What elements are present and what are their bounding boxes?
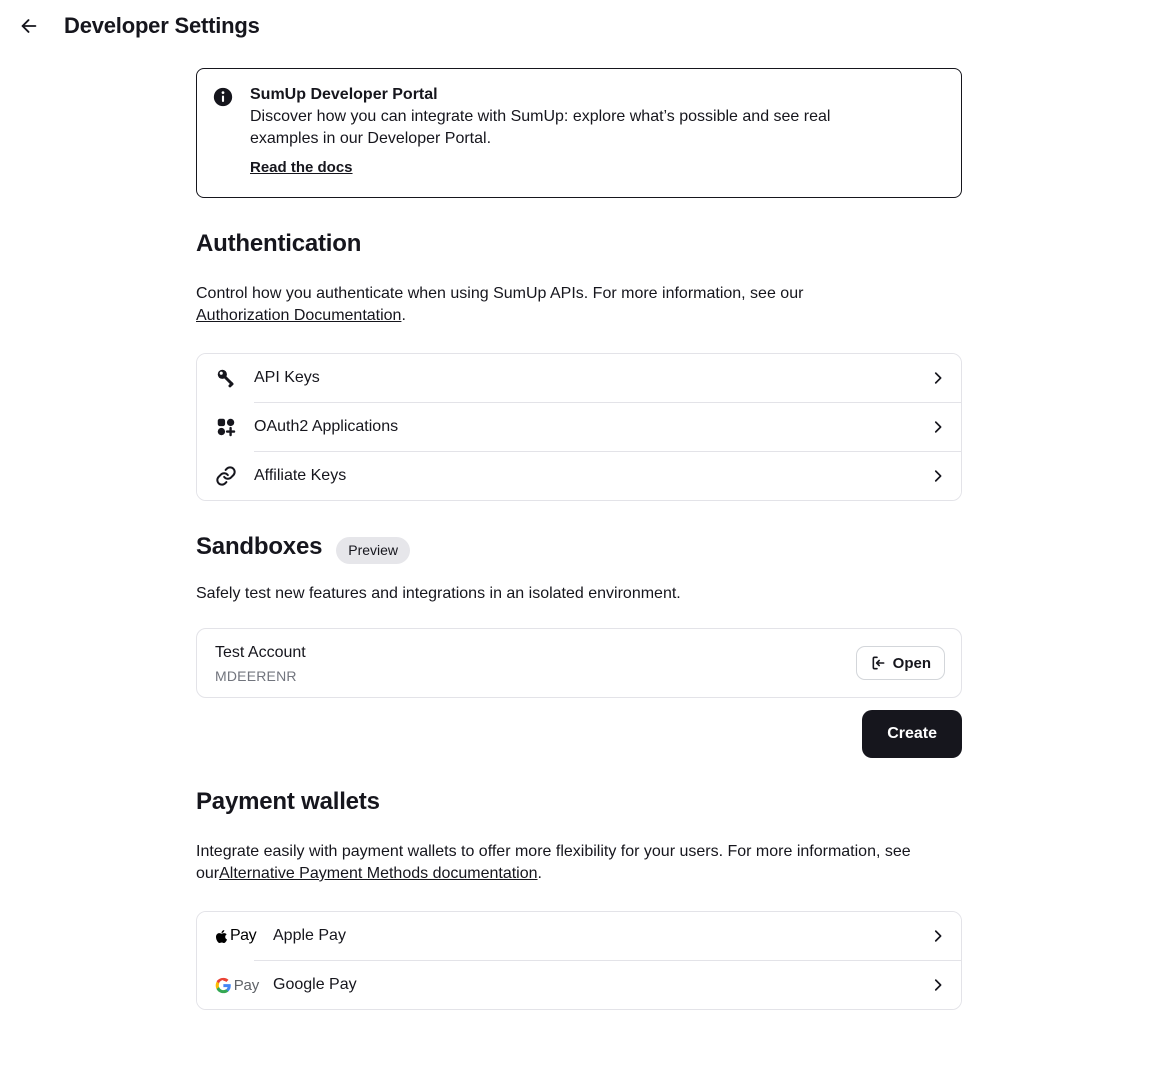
- list-item-apple-pay[interactable]: [197, 912, 961, 960]
- google-pay-logo: [215, 977, 259, 994]
- sandboxes-heading: Sandboxes: [196, 533, 323, 560]
- chevron-right-icon: [929, 418, 947, 436]
- alternative-payment-methods-link[interactable]: Alternative Payment Methods documentation: [219, 865, 538, 882]
- list-item-label: Google Pay: [273, 976, 357, 993]
- authentication-list: [196, 353, 962, 501]
- create-sandbox-button[interactable]: Create: [862, 710, 962, 758]
- payment-wallets-list: [196, 911, 962, 1010]
- apple-pay-logo: [215, 927, 259, 945]
- chevron-right-icon: [929, 369, 947, 387]
- authentication-description: [196, 283, 841, 327]
- authentication-description-text: Control how you authenticate when using SumUp APIs. For more information, see our: [196, 285, 804, 302]
- back-button[interactable]: [18, 15, 40, 37]
- open-sandbox-button[interactable]: [856, 646, 945, 680]
- google-g-icon: [215, 977, 232, 994]
- apple-pay-logo-text: Pay: [230, 927, 257, 944]
- info-box-body: Discover how you can integrate with SumUp: explore what’s possible and see real examples in our Developer Portal.: [250, 108, 831, 147]
- authorization-documentation-link[interactable]: Authorization Documentation: [196, 307, 402, 324]
- list-item-oauth2-applications[interactable]: [197, 403, 961, 451]
- open-button-label: Open: [892, 654, 931, 672]
- key-icon: [215, 367, 237, 389]
- chevron-right-icon: [929, 927, 947, 945]
- apple-icon: [215, 929, 228, 944]
- chevron-right-icon: [929, 976, 947, 994]
- list-item-label: OAuth2 Applications: [254, 418, 399, 435]
- apps-add-icon: [215, 416, 237, 438]
- payment-wallets-heading: Payment wallets: [196, 788, 380, 815]
- create-button-row: [196, 710, 962, 758]
- sandboxes-description: Safely test new features and integrations in an isolated environment.: [196, 585, 681, 602]
- info-box-title: SumUp Developer Portal: [250, 86, 438, 103]
- arrow-left-icon: [18, 15, 40, 37]
- page-title: Developer Settings: [64, 13, 260, 38]
- info-box-content: [250, 84, 850, 177]
- preview-badge: Preview: [336, 537, 410, 564]
- payment-wallets-description-text: Integrate easily with payment wallets to offer more flexibility for your users. For more information, see our: [196, 843, 911, 882]
- sandbox-account-code: MDEERENR: [215, 668, 297, 684]
- authentication-heading: Authentication: [196, 230, 362, 257]
- authentication-description-suffix: .: [401, 307, 406, 324]
- list-item-label: Apple Pay: [273, 927, 346, 944]
- info-box: [196, 68, 962, 198]
- sandbox-account-name: Test Account: [215, 644, 306, 661]
- link-icon: [215, 465, 237, 487]
- sandboxes-heading-row: [196, 533, 962, 561]
- list-item-api-keys[interactable]: [197, 354, 961, 402]
- sandbox-account-info: [215, 642, 306, 684]
- list-item-label: Affiliate Keys: [254, 467, 347, 484]
- read-the-docs-link[interactable]: Read the docs: [250, 159, 353, 176]
- info-icon: [212, 86, 234, 108]
- sandbox-account-card: [196, 628, 962, 698]
- list-item-google-pay[interactable]: [197, 961, 961, 1009]
- payment-wallets-description: [196, 841, 946, 885]
- payment-wallets-description-suffix: .: [537, 865, 542, 882]
- page-header: [0, 0, 1162, 50]
- google-pay-logo-text: Pay: [233, 976, 259, 994]
- main-content: [196, 68, 962, 1090]
- list-item-affiliate-keys[interactable]: [197, 452, 961, 500]
- chevron-right-icon: [929, 467, 947, 485]
- log-in-icon: [870, 655, 886, 671]
- list-item-label: API Keys: [254, 369, 320, 386]
